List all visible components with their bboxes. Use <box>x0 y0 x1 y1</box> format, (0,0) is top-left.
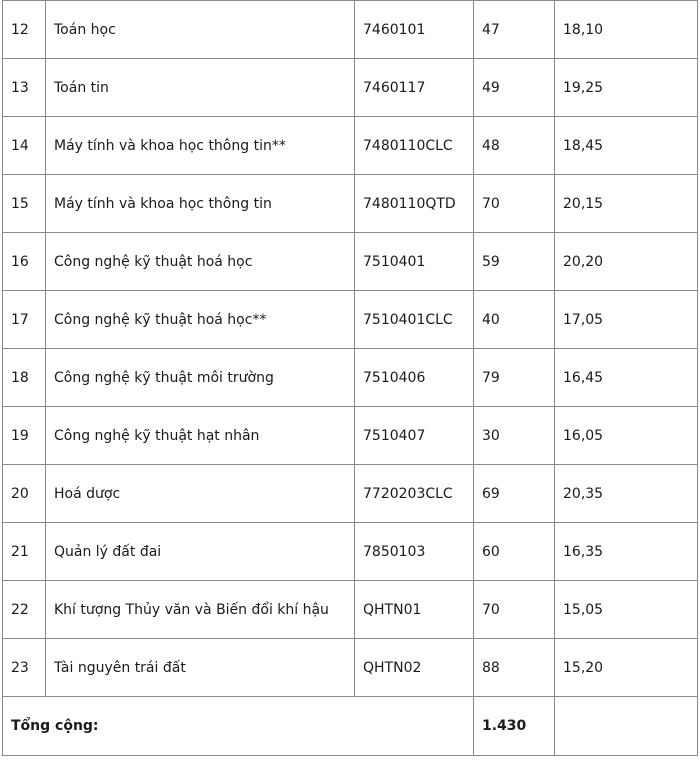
admission-table <box>2 0 698 756</box>
quota: 59 <box>474 233 555 291</box>
quota: 70 <box>474 175 555 233</box>
row-number: 16 <box>3 233 46 291</box>
major-name: Quản lý đất đai <box>46 523 355 581</box>
score: 15,05 <box>555 581 698 639</box>
row-number: 14 <box>3 117 46 175</box>
score: 20,20 <box>555 233 698 291</box>
table-row <box>3 291 698 349</box>
row-number: 12 <box>3 1 46 59</box>
row-number: 18 <box>3 349 46 407</box>
score: 20,35 <box>555 465 698 523</box>
quota: 40 <box>474 291 555 349</box>
table-row <box>3 59 698 117</box>
major-name: Công nghệ kỹ thuật hoá học <box>46 233 355 291</box>
quota: 70 <box>474 581 555 639</box>
total-row <box>3 697 698 756</box>
score: 15,20 <box>555 639 698 697</box>
table-row <box>3 349 698 407</box>
score: 18,10 <box>555 1 698 59</box>
table-row <box>3 465 698 523</box>
row-number: 17 <box>3 291 46 349</box>
major-code: 7480110CLC <box>355 117 474 175</box>
major-code: 7720203CLC <box>355 465 474 523</box>
quota: 69 <box>474 465 555 523</box>
table-row <box>3 581 698 639</box>
score: 18,45 <box>555 117 698 175</box>
score: 19,25 <box>555 59 698 117</box>
table-row <box>3 1 698 59</box>
major-name: Toán tin <box>46 59 355 117</box>
total-label: Tổng cộng: <box>3 697 474 756</box>
major-code: 7510401CLC <box>355 291 474 349</box>
major-code: 7850103 <box>355 523 474 581</box>
score: 20,15 <box>555 175 698 233</box>
score: 17,05 <box>555 291 698 349</box>
major-name: Toán học <box>46 1 355 59</box>
major-code: 7510407 <box>355 407 474 465</box>
major-code: 7480110QTD <box>355 175 474 233</box>
score: 16,35 <box>555 523 698 581</box>
row-number: 20 <box>3 465 46 523</box>
major-code: QHTN01 <box>355 581 474 639</box>
table-row <box>3 407 698 465</box>
major-code: 7510401 <box>355 233 474 291</box>
table-row <box>3 639 698 697</box>
quota: 60 <box>474 523 555 581</box>
table-row <box>3 523 698 581</box>
row-number: 15 <box>3 175 46 233</box>
quota: 88 <box>474 639 555 697</box>
major-name: Tài nguyên trái đất <box>46 639 355 697</box>
row-number: 23 <box>3 639 46 697</box>
major-code: QHTN02 <box>355 639 474 697</box>
quota: 79 <box>474 349 555 407</box>
score: 16,45 <box>555 349 698 407</box>
table-row <box>3 175 698 233</box>
major-name: Hoá dược <box>46 465 355 523</box>
major-code: 7510406 <box>355 349 474 407</box>
quota: 47 <box>474 1 555 59</box>
table-row <box>3 117 698 175</box>
major-name: Khí tượng Thủy văn và Biến đổi khí hậu <box>46 581 355 639</box>
row-number: 22 <box>3 581 46 639</box>
major-code: 7460117 <box>355 59 474 117</box>
total-score-empty <box>555 697 698 756</box>
major-name: Máy tính và khoa học thông tin** <box>46 117 355 175</box>
major-code: 7460101 <box>355 1 474 59</box>
row-number: 13 <box>3 59 46 117</box>
score: 16,05 <box>555 407 698 465</box>
major-name: Máy tính và khoa học thông tin <box>46 175 355 233</box>
quota: 49 <box>474 59 555 117</box>
row-number: 19 <box>3 407 46 465</box>
total-quota: 1.430 <box>474 697 555 756</box>
major-name: Công nghệ kỹ thuật hạt nhân <box>46 407 355 465</box>
row-number: 21 <box>3 523 46 581</box>
major-name: Công nghệ kỹ thuật hoá học** <box>46 291 355 349</box>
quota: 30 <box>474 407 555 465</box>
quota: 48 <box>474 117 555 175</box>
major-name: Công nghệ kỹ thuật môi trường <box>46 349 355 407</box>
table-row <box>3 233 698 291</box>
